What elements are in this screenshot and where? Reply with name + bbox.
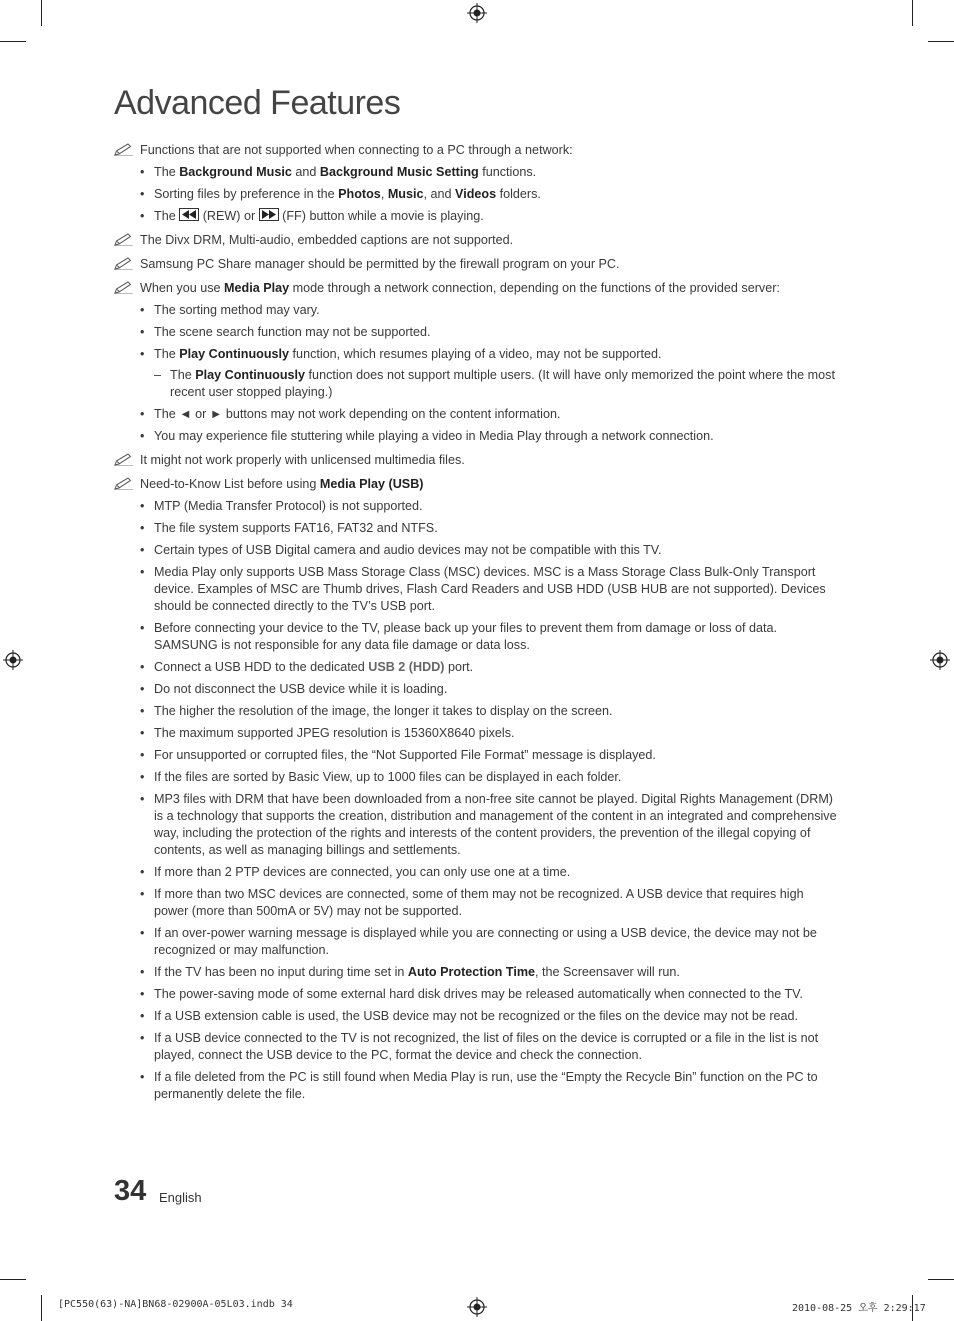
text: If a file deleted from the PC is still found when Media Play is run, use the “Empty the Recycle Bin” function on the PC to permanently delete the file. (154, 1070, 818, 1101)
text: The (170, 368, 196, 382)
text: functions. (478, 165, 537, 179)
list-item (114, 324, 838, 341)
text: Before connecting your device to the TV, please back up your files to prevent them from damage or loss of data. SAMSUNG is not responsible for any data file damage or data loss. (154, 621, 778, 652)
bullet: • (140, 926, 145, 940)
bullet: • (140, 347, 145, 361)
bullet: • (140, 499, 145, 513)
bullet: • (140, 621, 145, 635)
text: (FF) button while a movie is playing. (278, 209, 484, 223)
text: If the TV has been no input during time set in (154, 965, 408, 979)
text: The sorting method may vary. (154, 303, 320, 317)
text: MTP (Media Transfer Protocol) is not supported. (154, 499, 423, 513)
text: function does not support multiple users. (It will have only memorized the point where the most recent user stopped playing.) (170, 368, 835, 399)
note (114, 232, 838, 249)
crop-mark (41, 0, 42, 26)
list-item (114, 620, 838, 654)
note (114, 280, 838, 297)
footer-file: [PC550(63)-NA]BN68-02900A-05L03.indb 34 (58, 1299, 293, 1310)
list-item (114, 346, 838, 363)
rewind-icon (179, 208, 199, 221)
list-item (114, 1069, 838, 1103)
crop-mark (0, 1279, 26, 1280)
usb-list (114, 498, 838, 1103)
bullet: • (140, 407, 145, 421)
bullet: • (140, 660, 145, 674)
text: You may experience file stuttering while playing a video in Media Play through a network connection. (154, 429, 714, 443)
list-item (114, 703, 838, 720)
bullet: • (140, 748, 145, 762)
bullet: • (140, 704, 145, 718)
registration-mark-icon (467, 1297, 487, 1317)
note (114, 256, 838, 273)
dash: – (154, 368, 162, 382)
text: function, which resumes playing of a video, may not be supported. (289, 347, 662, 361)
bullet: • (140, 1009, 145, 1023)
page-language: English (159, 1190, 202, 1205)
list-item (114, 1030, 838, 1064)
text: If the files are sorted by Basic View, up to 1000 files can be displayed in each folder. (154, 770, 622, 784)
list-item (114, 925, 838, 959)
text: If a USB extension cable is used, the USB device may not be recognized or the files on the device may not be read. (154, 1009, 799, 1023)
note (114, 476, 838, 493)
bullet: • (140, 865, 145, 879)
crop-mark (928, 41, 954, 42)
content (114, 142, 838, 1110)
note-pencil-icon (114, 453, 134, 466)
text: If an over-power warning message is displayed while you are connecting or using a USB device, the device may not be recognized or may malfunction. (154, 926, 817, 957)
note-pencil-icon (114, 143, 134, 156)
list-item (114, 659, 838, 676)
text: MP3 files with DRM that have been downloaded from a non-free site cannot be played. Digital Rights Management (DRM) is a technology that supports the creation, distribution and management of the content in an integrated and comprehensive way, including the protection of the rights and interests of the content providers, the prevention of the illegal copying of contents, as well as managing billings and settlements. (154, 792, 837, 857)
bullet: • (140, 792, 145, 806)
text: port. (444, 660, 474, 674)
bullet: • (140, 965, 145, 979)
list-item (114, 964, 838, 981)
text: If a USB device connected to the TV is not recognized, the list of files on the device is corrupted or a file in the list is not played, connect the USB device to the PC, format the device and check the connection. (154, 1031, 819, 1062)
keyword: Media Play (224, 281, 290, 295)
note (114, 142, 838, 159)
text: Media Play only supports USB Mass Storage Class (MSC) devices. MSC is a Mass Storage Class Bulk-Only Transport device. Examples of MSC are Thumb drives, Flash Card Readers and USB HDD (USB HUB are not supported). Devices should be connected directly to the TV’s USB port. (154, 565, 826, 613)
bullet: • (140, 209, 145, 223)
bullet: • (140, 1031, 145, 1045)
text: Need-to-Know List before using (140, 477, 320, 491)
text: , (380, 187, 388, 201)
bullet: • (140, 429, 145, 443)
crop-mark (41, 1295, 42, 1321)
keyword: Media Play (USB) (319, 477, 424, 491)
text: When you use (140, 281, 225, 295)
page-number: 34 (114, 1175, 147, 1207)
bullet: • (140, 726, 145, 740)
list-item (114, 725, 838, 742)
list-item (114, 791, 838, 859)
text: For unsupported or corrupted files, the “Not Supported File Format” message is displayed. (154, 748, 656, 762)
note-pencil-icon (114, 281, 134, 294)
registration-mark-icon (930, 650, 950, 670)
note-text: Samsung PC Share manager should be permitted by the firewall program on your PC. (140, 257, 620, 271)
bullet: • (140, 521, 145, 535)
bullet: • (140, 987, 145, 1001)
keyword: Photos (338, 187, 381, 201)
list-item (114, 886, 838, 920)
registration-mark-icon (467, 3, 487, 23)
text: The (154, 209, 180, 223)
bullet: • (140, 325, 145, 339)
list-item (114, 520, 838, 537)
text: The scene search function may not be supported. (154, 325, 431, 339)
text: , the Screensaver will run. (535, 965, 680, 979)
keyword: Background Music Setting (319, 165, 479, 179)
text: The ◄ or ► buttons may not work depending on the content information. (154, 407, 561, 421)
bullet: • (140, 770, 145, 784)
footer-timestamp: 2010-08-25 오후 2:29:17 (792, 1303, 926, 1314)
text: Sorting files by preference in the (154, 187, 339, 201)
list-item (114, 208, 838, 225)
fast-forward-icon (259, 208, 279, 221)
bullet: • (140, 303, 145, 317)
registration-mark-icon (3, 650, 23, 670)
list-item (114, 564, 838, 615)
note-pencil-icon (114, 477, 134, 490)
page-title: Advanced Features (114, 84, 401, 122)
text: The (154, 165, 180, 179)
note-text: It might not work properly with unlicensed multimedia files. (140, 453, 465, 467)
list-item (114, 986, 838, 1003)
note (114, 452, 838, 469)
text: Connect a USB HDD to the dedicated (154, 660, 369, 674)
text: The maximum supported JPEG resolution is 15360X8640 pixels. (154, 726, 515, 740)
keyword: Music (387, 187, 424, 201)
text: (REW) or (199, 209, 259, 223)
bullet: • (140, 565, 145, 579)
keyword: Background Music (179, 165, 292, 179)
text: If more than 2 PTP devices are connected, you can only use one at a time. (154, 865, 571, 879)
text: and (291, 165, 320, 179)
text: mode through a network connection, depending on the functions of the provided server: (289, 281, 780, 295)
list-item (114, 186, 838, 203)
text: Do not disconnect the USB device while it is loading. (154, 682, 448, 696)
note-text: The Divx DRM, Multi-audio, embedded captions are not supported. (140, 233, 514, 247)
text: Certain types of USB Digital camera and audio devices may not be compatible with this TV. (154, 543, 662, 557)
text: The file system supports FAT16, FAT32 and NTFS. (154, 521, 438, 535)
crop-mark (912, 0, 913, 26)
list-item (114, 406, 838, 423)
text: folders. (496, 187, 541, 201)
keyword: Auto Protection Time (407, 965, 536, 979)
bullet: • (140, 165, 145, 179)
list-item (114, 747, 838, 764)
list-item (114, 542, 838, 559)
list-item (114, 302, 838, 319)
note-pencil-icon (114, 233, 134, 246)
text: The (154, 347, 180, 361)
list-item (114, 864, 838, 881)
list-item (114, 769, 838, 786)
text: The higher the resolution of the image, the longer it takes to display on the screen. (154, 704, 613, 718)
sub-item (114, 367, 838, 401)
note-pencil-icon (114, 257, 134, 270)
crop-mark (928, 1279, 954, 1280)
keyword: Play Continuously (179, 347, 290, 361)
note-text: Functions that are not supported when connecting to a PC through a network: (140, 143, 573, 157)
bullet: • (140, 1070, 145, 1084)
list-item (114, 1008, 838, 1025)
bullet: • (140, 187, 145, 201)
note-list (114, 406, 838, 445)
bullet: • (140, 682, 145, 696)
list-item (114, 164, 838, 181)
text: If more than two MSC devices are connected, some of them may not be recognized. A USB device that requires high power (more than 500mA or 5V) may not be supported. (154, 887, 804, 918)
keyword: Videos (455, 187, 497, 201)
note-list (114, 164, 838, 225)
text: The power-saving mode of some external hard disk drives may be released automatically when connected to the TV. (154, 987, 803, 1001)
list-item (114, 498, 838, 515)
keyword: Play Continuously (195, 368, 306, 382)
bullet: • (140, 543, 145, 557)
text: , and (423, 187, 456, 201)
port-label: USB 2 (HDD) (368, 660, 445, 674)
note-list (114, 302, 838, 363)
list-item (114, 681, 838, 698)
list-item (114, 428, 838, 445)
crop-mark (0, 41, 26, 42)
bullet: • (140, 887, 145, 901)
